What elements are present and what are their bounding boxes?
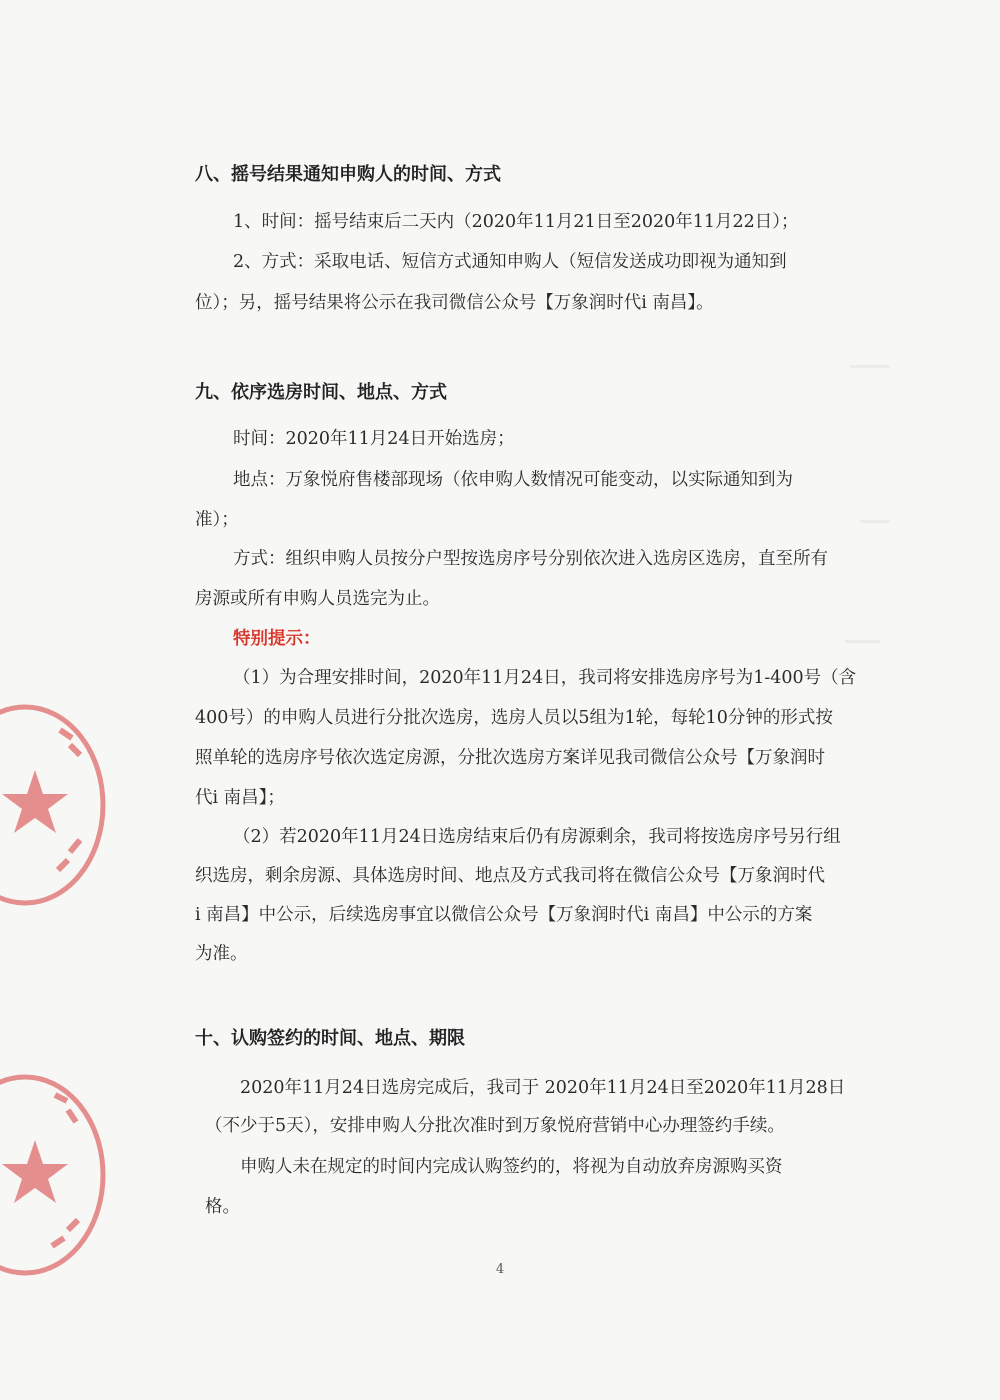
section-10-line: 格。 [205, 1197, 240, 1217]
section-10-line: 申购人未在规定的时间内完成认购签约的，将视为自动放弃房源购买资 [240, 1157, 783, 1177]
company-seal-lower [0, 1060, 130, 1290]
section-8-line: 1、时间：摇号结束后二天内（2020年11月21日至2020年11月22日）； [233, 212, 799, 232]
special-note-line: （1）为合理安排时间，2020年11月24日，我司将安排选房序号为1-400号（含 [233, 668, 857, 688]
section-9-line: 方式：组织申购人员按分户型按选房序号分别依次进入选房区选房，直至所有 [233, 549, 828, 569]
section-10-heading: 十、认购签约的时间、地点、期限 [195, 1028, 465, 1049]
section-9-heading: 九、依序选房时间、地点、方式 [195, 382, 447, 403]
section-10-line: 2020年11月24日选房完成后，我司于 2020年11月24日至2020年11月28日 [240, 1078, 846, 1098]
company-seal-upper [0, 690, 130, 920]
special-note-label: 特别提示： [233, 629, 321, 649]
section-8-line: 位）；另，摇号结果将公示在我司微信公众号【万象润时代i 南昌】。 [195, 293, 714, 313]
section-9-line: 准）； [195, 510, 239, 530]
special-note-line: 代i 南昌】； [195, 788, 285, 808]
section-10-line: （不少于5天），安排申购人分批次准时到万象悦府营销中心办理签约手续。 [205, 1116, 785, 1136]
special-note-line: 织选房，剩余房源、具体选房时间、地点及方式我司将在微信公众号【万象润时代 [195, 866, 825, 886]
bleed-through-mark [860, 520, 890, 523]
bleed-through-mark [845, 640, 880, 643]
bleed-through-mark [850, 365, 890, 368]
page-number: 4 [495, 1262, 505, 1277]
special-note-line: i 南昌】中公示，后续选房事宜以微信公众号【万象润时代i 南昌】中公示的方案 [195, 905, 813, 925]
special-note-line: 为准。 [195, 944, 248, 964]
special-note-line: （2）若2020年11月24日选房结束后仍有房源剩余，我司将按选房序号另行组 [233, 827, 841, 847]
special-note-line: 400号）的申购人员进行分批次选房，选房人员以5组为1轮，每轮10分钟的形式按 [195, 708, 833, 728]
section-8-line: 2、方式：采取电话、短信方式通知申购人（短信发送成功即视为通知到 [233, 252, 787, 272]
section-9-line: 地点：万象悦府售楼部现场（依申购人数情况可能变动，以实际通知到为 [233, 470, 793, 490]
section-9-line: 时间：2020年11月24日开始选房； [233, 429, 515, 449]
section-9-line: 房源或所有申购人员选完为止。 [195, 589, 440, 609]
special-note-line: 照单轮的选房序号依次选定房源，分批次选房方案详见我司微信公众号【万象润时 [195, 748, 825, 768]
section-8-heading: 八、摇号结果通知申购人的时间、方式 [195, 164, 501, 185]
